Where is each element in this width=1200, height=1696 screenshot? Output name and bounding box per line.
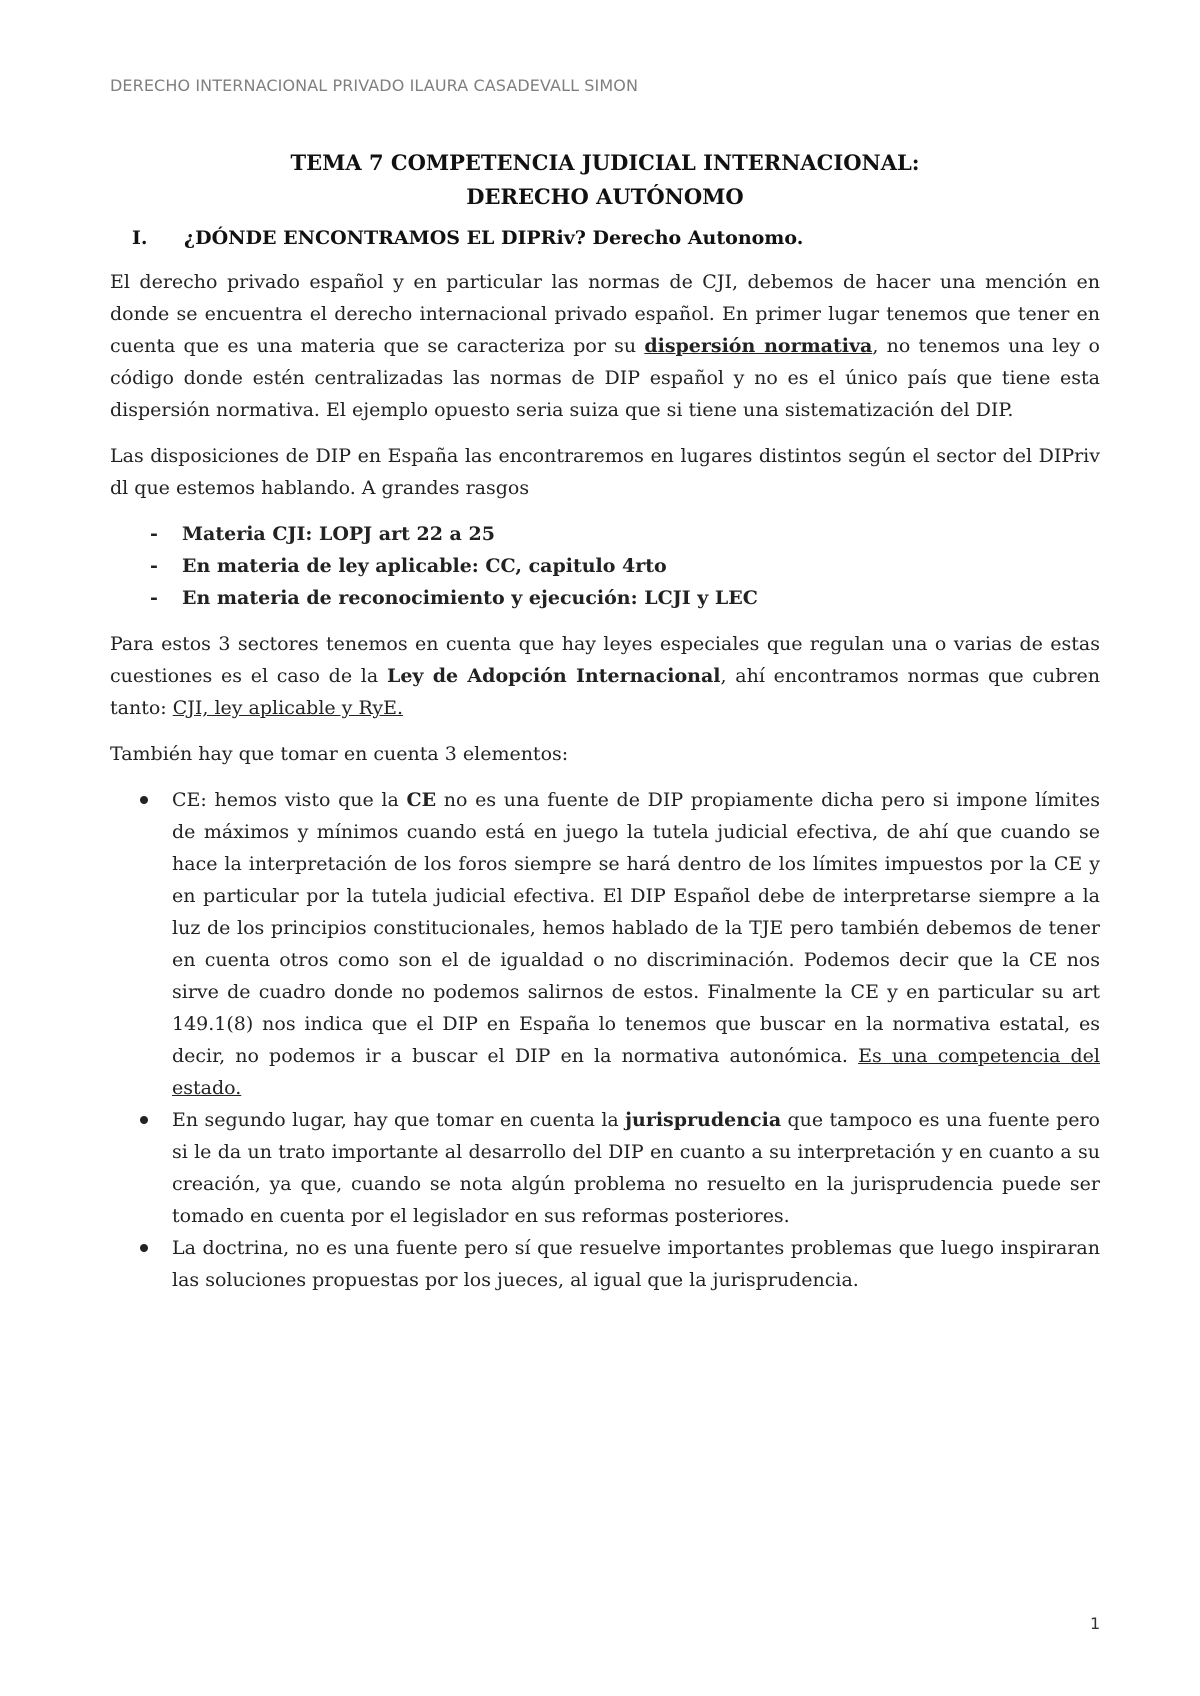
bullet-1-part-1: CE: hemos visto que la <box>172 789 407 811</box>
paragraph-3-part-1: Para estos 3 sectores tenemos en cuenta que hay leyes especiales que regulan una o varias de estas cuestiones es el caso de la <box>110 633 1100 687</box>
list-item <box>136 1232 1100 1296</box>
list-item <box>150 550 1100 582</box>
list-item <box>136 1104 1100 1232</box>
paragraph-1-part-2: , no tenemos una ley o código donde estén centralizadas las normas de DIP español y no es el único país que tiene esta dispersión normativa. El ejemplo opuesto seria suiza que si tiene una sistematización del DIP. <box>110 335 1100 421</box>
title-line-1: TEMA 7 COMPETENCIA JUDICIAL INTERNACIONAL: <box>290 150 920 175</box>
bullet-1-emphasis: CE <box>406 789 437 811</box>
bullet-2-text <box>172 1104 1100 1232</box>
paragraph-4: También hay que tomar en cuenta 3 elementos: <box>110 743 569 765</box>
list-item-text: En materia de reconocimiento y ejecución: LCJI y LEC <box>182 587 758 609</box>
bullet-1-text <box>172 784 1100 1104</box>
bullet-icon <box>136 1232 172 1296</box>
bullet-2-emphasis: jurisprudencia <box>625 1109 782 1131</box>
dash-marker: - <box>150 587 158 609</box>
paragraph-2: Las disposiciones de DIP en España las encontraremos en lugares distintos según el sector del DIPriv dl que estemos hablando. A grandes rasgos <box>110 445 1100 499</box>
document-title <box>110 146 1100 214</box>
dash-marker: - <box>150 523 158 545</box>
list-item <box>150 582 1100 614</box>
dash-marker: - <box>150 555 158 577</box>
page-number: 1 <box>1090 1614 1101 1633</box>
bullet-1-part-2: no es una fuente de DIP propiamente dicha pero si impone límites de máximos y mínimos cuando está en juego la tutela judicial efectiva, de ahí que cuando se hace la interpretación de los foros siempre se hará dentro de los límites impuestos por la CE y en particular por la tutela judicial efectiva. El DIP Español debe de interpretarse siempre a la luz de los principios constitucionales, hemos hablado de la TJE pero también debemos de tener en cuenta otros como son el de igualdad o no discriminación. Podemos decir que la CE nos sirve de cuadro donde no podemos salirnos de estos. Finalmente la CE y en particular su art 149.1(8) nos indica que el DIP en España lo tenemos que buscar en la normativa estatal, es decir, no podemos ir a buscar el DIP en la normativa autonómica. <box>172 789 1100 1067</box>
running-header: DERECHO INTERNACIONAL PRIVADO ILAURA CASADEVALL SIMON <box>110 76 639 95</box>
bullet-icon <box>136 1104 172 1232</box>
bullet-3-text: La doctrina, no es una fuente pero sí que resuelve importantes problemas que luego inspiraran las soluciones propuestas por los jueces, al igual que la jurisprudencia. <box>172 1237 1100 1291</box>
paragraph-3 <box>110 628 1100 724</box>
bullet-1-underlined: Es una competencia del estado. <box>172 1045 1100 1099</box>
paragraph-1-emphasis: dispersión normativa <box>644 335 873 357</box>
section-number: I. <box>132 227 148 249</box>
bullet-list <box>110 784 1100 1296</box>
bullet-icon <box>136 784 172 1104</box>
list-item-text: Materia CJI: LOPJ art 22 a 25 <box>182 523 495 545</box>
paragraph-3-part-2: , ahí encontramos normas que cubren tanto: <box>110 665 1101 719</box>
document-body <box>110 146 1100 1296</box>
paragraph-1-part-1: El derecho privado español y en particular las normas de CJI, debemos de hacer una mención en donde se encuentra el derecho internacional privado español. En primer lugar tenemos que tener en cuenta que es una materia que se caracteriza por su <box>110 271 1100 357</box>
bullet-2-part-1: En segundo lugar, hay que tomar en cuenta la <box>172 1109 626 1131</box>
bullet-2-part-2: que tampoco es una fuente pero si le da un trato importante al desarrollo del DIP en cuanto a su interpretación y en cuanto a su creación, ya que, cuando se nota algún problema no resuelto en la jurisprudencia puede ser tomado en cuenta por el legislador en sus reformas posteriores. <box>172 1109 1100 1227</box>
section-heading-text: ¿DÓNDE ENCONTRAMOS EL DIPRiv? Derecho Autonomo. <box>184 227 804 249</box>
paragraph-3-underlined: CJI, ley aplicable y RyE. <box>172 697 404 719</box>
list-item <box>150 518 1100 550</box>
dash-list <box>110 518 1100 614</box>
title-line-2: DERECHO AUTÓNOMO <box>466 184 744 209</box>
list-item-text: En materia de ley aplicable: CC, capitulo 4rto <box>182 555 667 577</box>
section-heading <box>110 222 1100 254</box>
list-item <box>136 784 1100 1104</box>
paragraph-1 <box>110 266 1100 426</box>
paragraph-3-emphasis: Ley de Adopción Internacional <box>386 665 721 687</box>
